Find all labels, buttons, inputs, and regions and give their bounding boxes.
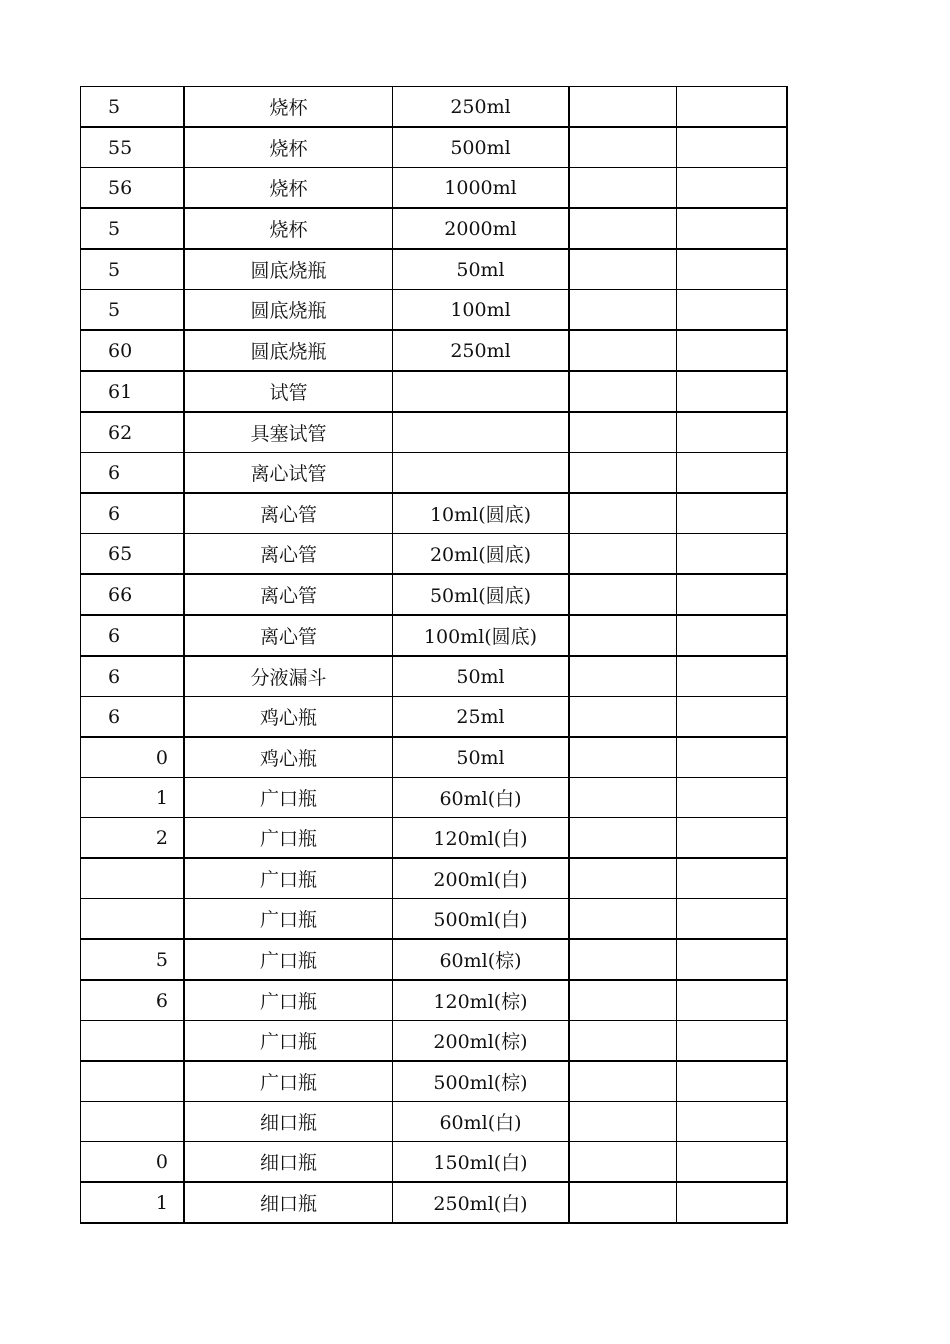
cell-spec: 50ml(圆底) — [393, 574, 570, 615]
cell-name: 离心管 — [184, 534, 393, 575]
cell-blank — [569, 127, 677, 168]
cell-spec: 2000ml — [393, 208, 570, 249]
cell-name: 广口瓶 — [184, 1061, 393, 1102]
cell-blank — [677, 453, 788, 494]
cell-number — [81, 1061, 185, 1102]
cell-blank — [677, 330, 788, 371]
cell-blank — [677, 1102, 788, 1142]
cell-spec: 20ml(圆底) — [393, 534, 570, 575]
cell-name: 离心管 — [184, 574, 393, 615]
table-row — [81, 697, 788, 738]
cell-name: 广口瓶 — [184, 778, 393, 818]
cell-spec — [393, 412, 570, 453]
cell-number: 5 — [81, 208, 185, 249]
cell-name: 广口瓶 — [184, 1021, 393, 1062]
cell-spec: 250ml — [393, 330, 570, 371]
cell-name: 圆底烧瓶 — [184, 249, 393, 290]
cell-number: 60 — [81, 330, 185, 371]
cell-blank — [677, 534, 788, 575]
cell-number: 6 — [81, 493, 185, 534]
cell-blank — [569, 330, 677, 371]
cell-blank — [569, 168, 677, 209]
cell-blank — [677, 371, 788, 412]
cell-blank — [677, 1142, 788, 1183]
cell-blank — [569, 1182, 677, 1223]
table-row — [81, 1182, 788, 1223]
cell-number: 6 — [81, 656, 185, 697]
cell-number: 65 — [81, 534, 185, 575]
cell-blank — [569, 1021, 677, 1062]
cell-blank — [569, 249, 677, 290]
table-row — [81, 939, 788, 980]
cell-name: 圆底烧瓶 — [184, 330, 393, 371]
cell-name: 广口瓶 — [184, 899, 393, 940]
table-row — [81, 858, 788, 899]
cell-number — [81, 899, 185, 940]
table-row — [81, 290, 788, 331]
cell-number: 1 — [81, 1182, 185, 1223]
table-row — [81, 980, 788, 1021]
table-row — [81, 87, 788, 128]
cell-name: 细口瓶 — [184, 1102, 393, 1142]
table-row — [81, 168, 788, 209]
cell-name: 细口瓶 — [184, 1182, 393, 1223]
cell-blank — [677, 615, 788, 656]
cell-blank — [677, 1061, 788, 1102]
cell-spec: 200ml(白) — [393, 858, 570, 899]
cell-number — [81, 858, 185, 899]
cell-blank — [677, 493, 788, 534]
table-row — [81, 453, 788, 494]
cell-number: 61 — [81, 371, 185, 412]
cell-name: 离心试管 — [184, 453, 393, 494]
cell-name: 广口瓶 — [184, 939, 393, 980]
cell-blank — [569, 371, 677, 412]
cell-spec: 60ml(白) — [393, 1102, 570, 1142]
table-row — [81, 412, 788, 453]
table-row — [81, 534, 788, 575]
cell-blank — [677, 778, 788, 818]
cell-blank — [569, 493, 677, 534]
cell-blank — [677, 818, 788, 859]
cell-spec: 25ml — [393, 697, 570, 738]
table-row — [81, 127, 788, 168]
table-row — [81, 737, 788, 778]
cell-blank — [677, 249, 788, 290]
cell-number: 5 — [81, 290, 185, 331]
table-row — [81, 249, 788, 290]
cell-number: 56 — [81, 168, 185, 209]
cell-spec: 60ml(白) — [393, 778, 570, 818]
cell-number: 6 — [81, 697, 185, 738]
cell-blank — [569, 778, 677, 818]
cell-spec: 500ml — [393, 127, 570, 168]
cell-blank — [677, 208, 788, 249]
cell-spec: 120ml(白) — [393, 818, 570, 859]
cell-number: 0 — [81, 1142, 185, 1183]
cell-name: 烧杯 — [184, 168, 393, 209]
cell-blank — [569, 412, 677, 453]
cell-spec: 50ml — [393, 656, 570, 697]
cell-spec: 50ml — [393, 249, 570, 290]
table-row — [81, 778, 788, 818]
table-row — [81, 656, 788, 697]
equipment-table — [80, 86, 788, 1224]
table-row — [81, 899, 788, 940]
cell-blank — [677, 168, 788, 209]
cell-number: 6 — [81, 980, 185, 1021]
cell-name: 试管 — [184, 371, 393, 412]
cell-blank — [677, 290, 788, 331]
cell-blank — [569, 453, 677, 494]
cell-blank — [677, 697, 788, 738]
cell-blank — [569, 290, 677, 331]
table-row — [81, 371, 788, 412]
cell-number: 1 — [81, 778, 185, 818]
cell-spec: 60ml(棕) — [393, 939, 570, 980]
cell-number — [81, 1021, 185, 1062]
cell-spec: 200ml(棕) — [393, 1021, 570, 1062]
cell-name: 细口瓶 — [184, 1142, 393, 1183]
cell-blank — [677, 1182, 788, 1223]
cell-blank — [569, 858, 677, 899]
cell-name: 分液漏斗 — [184, 656, 393, 697]
cell-number: 6 — [81, 615, 185, 656]
cell-number: 62 — [81, 412, 185, 453]
cell-blank — [677, 899, 788, 940]
cell-spec: 500ml(白) — [393, 899, 570, 940]
table-row — [81, 1102, 788, 1142]
table-row — [81, 818, 788, 859]
cell-spec: 150ml(白) — [393, 1142, 570, 1183]
cell-number: 5 — [81, 939, 185, 980]
cell-spec: 250ml — [393, 87, 570, 128]
cell-number: 5 — [81, 87, 185, 128]
cell-name: 离心管 — [184, 615, 393, 656]
cell-blank — [677, 737, 788, 778]
cell-blank — [677, 1021, 788, 1062]
cell-name: 具塞试管 — [184, 412, 393, 453]
cell-spec: 1000ml — [393, 168, 570, 209]
cell-blank — [569, 87, 677, 128]
cell-spec — [393, 453, 570, 494]
cell-spec: 50ml — [393, 737, 570, 778]
cell-blank — [569, 818, 677, 859]
cell-blank — [569, 1142, 677, 1183]
cell-blank — [569, 656, 677, 697]
cell-name: 烧杯 — [184, 127, 393, 168]
table-row — [81, 330, 788, 371]
cell-name: 烧杯 — [184, 87, 393, 128]
cell-blank — [677, 412, 788, 453]
cell-spec — [393, 371, 570, 412]
table-row — [81, 1142, 788, 1183]
table-row — [81, 1021, 788, 1062]
cell-blank — [569, 574, 677, 615]
cell-spec: 500ml(棕) — [393, 1061, 570, 1102]
cell-blank — [677, 858, 788, 899]
cell-name: 圆底烧瓶 — [184, 290, 393, 331]
cell-blank — [569, 980, 677, 1021]
cell-name: 烧杯 — [184, 208, 393, 249]
table-row — [81, 615, 788, 656]
cell-spec: 100ml(圆底) — [393, 615, 570, 656]
cell-blank — [569, 1102, 677, 1142]
table-row — [81, 1061, 788, 1102]
cell-name: 广口瓶 — [184, 980, 393, 1021]
cell-blank — [569, 697, 677, 738]
cell-blank — [569, 534, 677, 575]
cell-blank — [677, 127, 788, 168]
cell-number: 0 — [81, 737, 185, 778]
cell-blank — [677, 980, 788, 1021]
cell-blank — [569, 737, 677, 778]
cell-blank — [569, 939, 677, 980]
cell-blank — [569, 615, 677, 656]
cell-name: 鸡心瓶 — [184, 697, 393, 738]
cell-blank — [677, 574, 788, 615]
cell-number: 66 — [81, 574, 185, 615]
cell-number — [81, 1102, 185, 1142]
cell-name: 广口瓶 — [184, 858, 393, 899]
cell-blank — [569, 899, 677, 940]
table-row — [81, 208, 788, 249]
cell-blank — [677, 939, 788, 980]
cell-number: 6 — [81, 453, 185, 494]
cell-name: 离心管 — [184, 493, 393, 534]
cell-number: 5 — [81, 249, 185, 290]
cell-spec: 100ml — [393, 290, 570, 331]
cell-blank — [677, 656, 788, 697]
table-row — [81, 574, 788, 615]
cell-spec: 120ml(棕) — [393, 980, 570, 1021]
cell-blank — [569, 1061, 677, 1102]
cell-spec: 10ml(圆底) — [393, 493, 570, 534]
cell-spec: 250ml(白) — [393, 1182, 570, 1223]
cell-name: 鸡心瓶 — [184, 737, 393, 778]
table-row — [81, 493, 788, 534]
cell-number: 55 — [81, 127, 185, 168]
cell-blank — [569, 208, 677, 249]
cell-blank — [677, 87, 788, 128]
cell-number: 2 — [81, 818, 185, 859]
cell-name: 广口瓶 — [184, 818, 393, 859]
table-body — [81, 87, 788, 1224]
